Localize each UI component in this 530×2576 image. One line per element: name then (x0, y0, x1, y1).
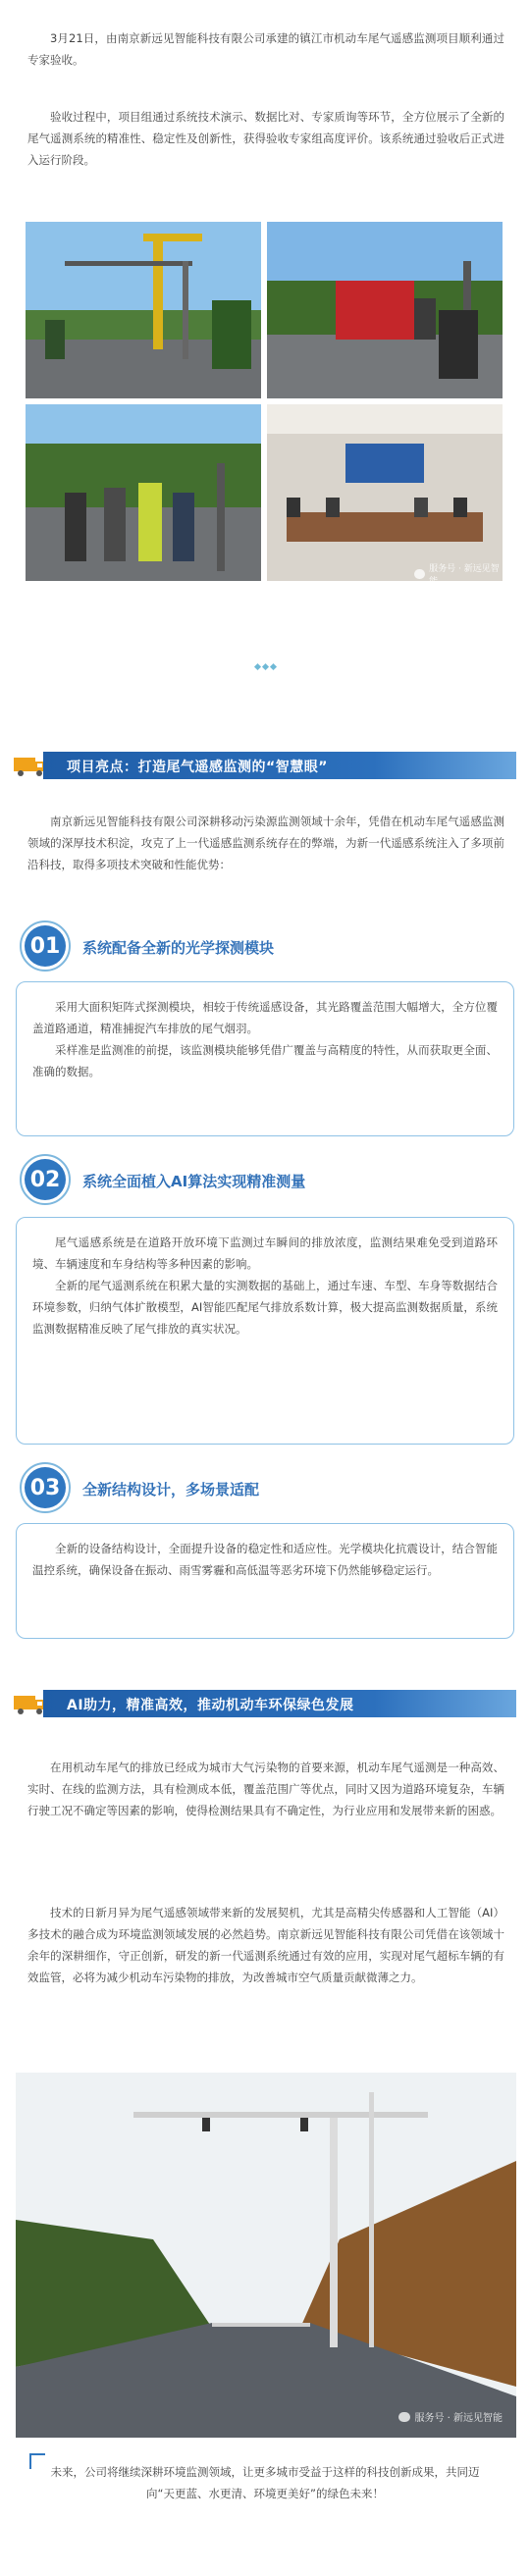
section-3-number: 03 (25, 1467, 66, 1508)
photo-watermark (414, 561, 503, 587)
highlight-lead: 南京新远见智能科技有限公司深耕移动污染源监测领域十余年，凭借在机动车尾气遥感监测领域的深厚技术积淀，攻克了上一代遥感监测系统存在的弊端，为新一代遥感系统注入了多项前沿科技，取得多项技术突破和性能优势： (27, 815, 504, 871)
section-2-paragraph-1: 尾气遥感系统是在道路开放环境下监测过车瞬间的排放浓度，监测结果难免受到道路环境、车辆速度和车身结构等多种因素的影响。 (32, 1235, 498, 1271)
photo-road-gantry (16, 2073, 516, 2438)
wechat-icon (398, 2412, 410, 2422)
truck-icon (14, 1692, 47, 1715)
section-1-number-badge (20, 920, 71, 972)
section-2-box (16, 1217, 514, 1445)
closing-paragraph: 未来，公司将继续深耕环境监测领域，让更多城市受益于这样的科技创新成果，共同迈向“天更蓝、水更清、环境更美好”的绿色未来！ (50, 2465, 480, 2500)
ai-banner (14, 1686, 516, 1721)
section-3-paragraph-1: 全新的设备结构设计，全面提升设备的稳定性和适应性。光学模块化抗震设计，结合智能温控系统，确保设备在振动、雨雪雾霾和高低温等恶劣环境下仍然能够稳定运行。 (32, 1542, 498, 1577)
section-1-number: 01 (25, 925, 66, 967)
intro-paragraph-1: 3月21日，由南京新远见智能科技有限公司承建的镇江市机动车尾气遥感监测项目顺利通过专家验收。 (27, 31, 504, 67)
photo-installation-crane (26, 222, 261, 398)
section-1-title: 系统配备全新的光学探测模块 (82, 939, 275, 957)
section-1-paragraph-1: 采用大面积矩阵式探测模块，相较于传统遥感设备，其光路覆盖范围大幅增大，全方位覆盖道路通道，精准捕捉汽车排放的尾气烟羽。 (32, 1000, 498, 1035)
photo-workers-roadside (26, 404, 261, 581)
road-photo-watermark (398, 2409, 503, 2424)
ai-paragraph-1: 在用机动车尾气的排放已经成为城市大气污染物的首要来源，机动车尾气遥测是一种高效、实时、在线的监测方法，具有检测成本低，覆盖范围广等优点，同时又因为道路环境复杂，车辆行驶工况不确定等因素的影响，使得检测结果具有不确定性，为行业应用和发展带来新的困惑。 (27, 1761, 504, 1817)
section-2-paragraph-2: 全新的尾气遥测系统在积累大量的实测数据的基础上，通过车速、车型、车身等数据结合环境参数，归纳气体扩散模型，AI智能匹配尾气排放系数计算，极大提高监测数据质量，系统监测数据精准反映了尾气排放的真实状况。 (32, 1279, 498, 1336)
section-1-paragraph-2: 采样准是监测准的前提，该监测模块能够凭借广覆盖与高精度的特性，从而获取更全面、准确的数据。 (32, 1043, 498, 1078)
section-2-title: 系统全面植入AI算法实现精准测量 (82, 1173, 306, 1190)
photo-meeting-room (267, 404, 503, 587)
highlight-banner-title: 项目亮点：打造尾气遥感监测的“智慧眼” (67, 760, 328, 775)
section-3-box (16, 1523, 514, 1639)
intro-paragraph-2: 验收过程中，项目组通过系统技术演示、数据比对、专家质询等环节，全方位展示了全新的尾气遥测系统的精准性、稳定性及创新性，获得验收专家组高度评价。该系统通过验收后正式进入运行阶段。 (27, 110, 504, 167)
road-photo-watermark-text: 服务号 · 新远见智能 (414, 2413, 503, 2424)
truck-icon (14, 754, 47, 777)
section-2-number: 02 (25, 1159, 66, 1200)
section-3-title: 全新结构设计，多场景适配 (82, 1481, 260, 1498)
ai-paragraph-2: 技术的日新月异为尾气遥感领域带来新的发展契机，尤其是高精尖传感器和人工智能（AI）多技术的融合成为环境监测领域发展的必然趋势。南京新远见智能科技有限公司凭借在该领域十余年的深耕细作，守正创新，研发的新一代遥测系统通过有效的应用，实现对尾气超标车辆的有效监管，必将为减少机动车污染物的排放，为改善城市空气质量贡献微薄之力。 (27, 1906, 504, 1984)
section-2-number-badge (20, 1154, 71, 1205)
photo-watermark-text: 服务号 · 新远见智能 (429, 564, 500, 587)
ai-banner-title: AI助力，精准高效，推动机动车环保绿色发展 (67, 1698, 354, 1713)
photo-red-truck (267, 222, 503, 398)
wechat-icon (414, 569, 425, 579)
highlight-banner (14, 748, 516, 783)
section-1-box (16, 981, 514, 1136)
decorative-diamond-divider (253, 659, 277, 673)
section-3-number-badge (20, 1462, 71, 1513)
